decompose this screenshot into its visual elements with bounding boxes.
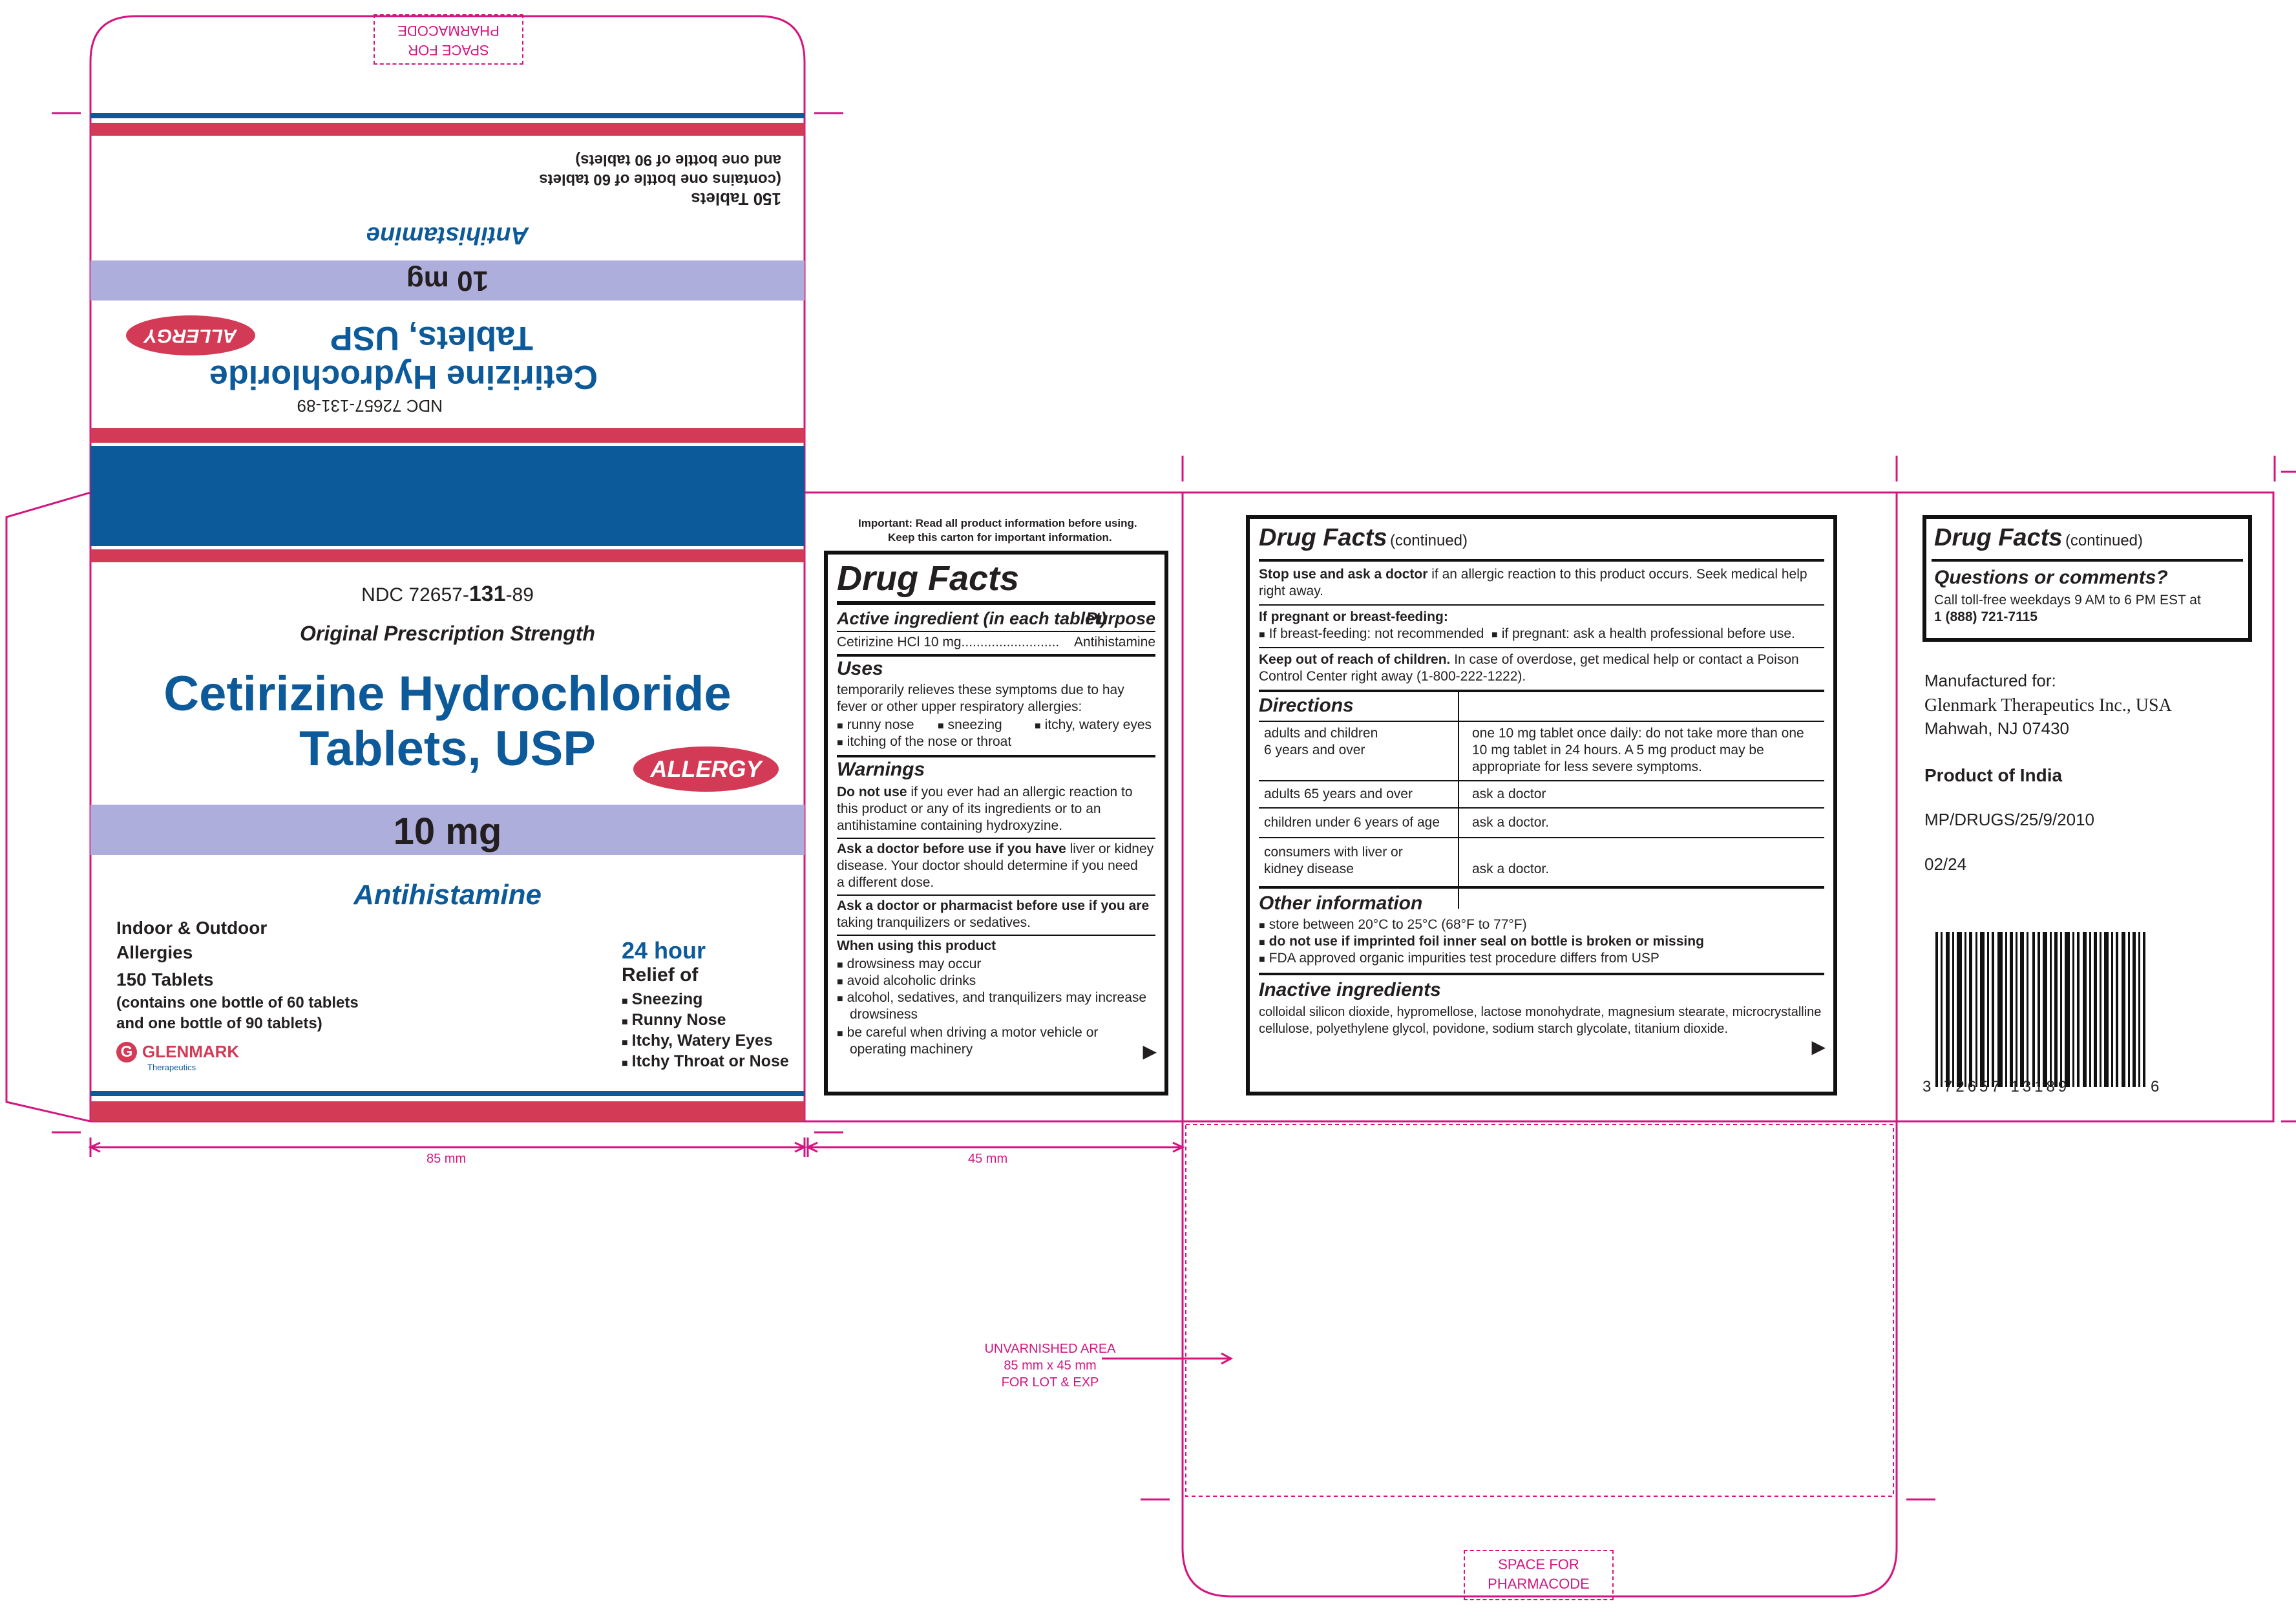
flap-count: 150 Tablets [691,189,781,209]
pharmacode-space-bottom [1464,1550,1614,1600]
stripe-red [90,428,805,441]
blue-band [90,446,805,546]
directions-what: one 10 mg tablet once daily: do not take more than one [1472,726,1804,741]
product-origin: Product of India [1924,765,2063,785]
flap-contains-2: and one bottle of 90 tablets) [575,151,781,169]
directions-what: ask a doctor. [1472,862,1550,876]
flap-title-line1: Cetirizine Hydrochloride [209,358,598,396]
drug-facts-title: Drug Facts [1934,524,2063,551]
dose-band [90,805,805,855]
flap-category: Antihistamine [366,222,529,249]
questions-heading: Questions or comments? [1934,567,2168,588]
purpose-row: Antihistamine [1073,635,1155,650]
product-title-line2: Tablets, USP [299,721,596,776]
pharmacode-space-text: SPACE FOR [1498,1556,1579,1572]
directions-who: adults 65 years and over [1264,787,1413,801]
pharmacode-space-text: PHARMACODE [397,23,500,39]
front-panel [90,562,805,1121]
continue-arrow-icon: ▶ [1811,1037,1826,1057]
barcode-digit-first: 3 [1922,1078,1932,1095]
relief-item: ■ Itchy, Watery Eyes [622,1032,773,1050]
allergy-badge: ALLERGY [633,746,779,792]
stripe-blue [90,1091,805,1096]
directions-who: adults and children [1264,726,1378,741]
stripe-red [90,123,805,136]
dimension-front: 85 mm [427,1152,467,1166]
inactive-heading: Inactive ingredients [1259,979,1441,1000]
flap-contains-1: (contains one bottle of 60 tablets [539,171,781,188]
product-title-line1: Cetirizine Hydrochloride [163,666,732,721]
indoor-line2: Allergies [116,942,193,962]
revision-date: 02/24 [1924,854,1967,874]
stripe-red [90,549,805,562]
relief-item: ■ Sneezing [622,990,702,1009]
drug-facts-questions-panel: Drug Facts (continued) Questions or comments? Call toll-free weekdays 9 AM to 6 PM EST at 1 (888) 721-7115 [1922,515,2252,642]
active-heading: Active ingredient (in each tablet) [837,609,1107,628]
front-ndc: NDC 72657-131-89 [361,582,534,606]
company-address: Mahwah, NJ 07430 [1924,719,2070,738]
pharmacode-space-text: SPACE FOR [408,42,489,58]
tablet-count: 150 Tablets [116,969,214,989]
drug-facts-continued-panel: Drug Facts (continued) Stop use and ask a doctor if an allergic reaction to this product occurs. Seek medical help right away. If pregnant or breast-feeding: ■ If breast-feeding: not recommended ■ if pregnant: ask a health professional before use. Keep out of reach of children. In case of overdose, get medical help or contact a Poison Control Center right away (1-800-222-1222). Directions adults and children 6 years and over one 10 mg tablet once daily: do not take more than one 10 mg tablet in 24 hours. A 5 mg product may be appropriate for less severe symptoms. adults 65 years and over ask a doctor children under 6 years of age ask a doctor. consumers with liver or kidney disease ask a doctor. Other information ■ store between 20°C to 25°C (68°F to 77°F) ■ do not use if imprinted foil inner seal on bottle is broken or missing ■ FDA approved organic impurities test procedure differs from USP Inactive ingredients colloidal silicon dioxide, hypromellose, lactose monohydrate, magnesium stearate, microcrystalline cellulose, polyethylene glycol, povidone, sodium starch glycolate, titanium dioxide. ▶ [1246,515,1837,1095]
important-line2: Keep this carton for important information. [888,531,1112,544]
active-row: Cetirizine HCl 10 mg.......................... [837,635,1060,650]
stripe-red [90,1101,805,1121]
drug-facts-panel: Drug Facts Active ingredient (in each tablet) Purpose Cetirizine HCl 10 mg.......................... Antihistamine Uses temporarily relieves these symptoms due to hay fever or other upper respiratory allergies: ■ runny nose ■ sneezing ■ itchy, watery eyes ■ itching of the nose or throat Warnings Do not use if you ever had an allergic reaction to this product or any of its ingredients or to an antihistamine containing hydroxyzine. Ask a doctor before use if you have liver or kidney disease. Your doctor should determine if you need a different dose. Ask a doctor or pharmacist before use if you are taking tranquilizers or sedatives. When using this product ■ drowsiness may occur ■ avoid alcoholic drinks ■ alcohol, sedatives, and tranquilizers may increase drowsiness ■ be careful when driving a motor vehicle or operating machinery ▶ [824,551,1168,1095]
purpose-heading: Purpose [1085,609,1155,628]
glenmark-logo-icon: G [116,1042,137,1063]
glenmark-logo: G GLENMARK Therapeutics [116,1041,246,1073]
company-name: Glenmark Therapeutics Inc., USA [1924,695,2172,715]
continue-arrow-icon: ▶ [1143,1041,1157,1061]
strength-line: Original Prescription Strength [300,622,595,645]
top-flap [90,113,805,443]
license-number: MP/DRUGS/25/9/2010 [1924,810,2095,829]
flap-dose: 10 mg [406,265,489,297]
unvarnished-label: UNVARNISHED AREA [984,1342,1116,1356]
directions-who: kidney disease [1264,862,1354,876]
unvarnished-label: 85 mm x 45 mm [1004,1359,1097,1373]
uses-heading: Uses [837,658,883,679]
warnings-heading: Warnings [837,759,925,780]
directions-divider [1458,692,1459,909]
dimension-side: 45 mm [968,1152,1008,1166]
relief-item: ■ Runny Nose [622,1011,726,1030]
indoor-line1: Indoor & Outdoor [116,918,268,938]
dose: 10 mg [393,810,502,852]
barcode-digit-last: 6 [2151,1078,2160,1095]
stripe-blue [90,113,805,118]
directions-what: 10 mg tablet in 24 hours. A 5 mg product may be [1472,743,1764,757]
directions-who: children under 6 years of age [1264,815,1440,830]
contains-line2: and one bottle of 90 tablets) [116,1015,322,1032]
relief-hours: 24 hour [622,937,706,964]
flap-title-line2: Tablets, USP [330,319,533,357]
flap-allergy-badge: ALLERGY [126,315,255,355]
barcode-digits-middle: 72657 13189 [1944,1078,2070,1095]
flap-dose-band [90,260,805,301]
contains-line1: (contains one bottle of 60 tablets [116,994,359,1011]
directions-who: 6 years and over [1264,743,1365,757]
relief-item: ■ Itchy Throat or Nose [622,1052,789,1071]
barcode [1935,932,2145,1087]
drug-facts-title: Drug Facts [837,559,1020,598]
directions-heading: Directions [1259,695,1354,716]
manufactured-for: Manufactured for: [1924,671,2056,690]
other-heading: Other information [1259,893,1423,914]
directions-what: appropriate for less severe symptoms. [1472,759,1702,774]
pharmacode-space-text: PHARMACODE [1488,1576,1590,1592]
flap-ndc: NDC 72657-131-89 [297,396,443,416]
unvarnished-label: FOR LOT & EXP [1001,1375,1099,1390]
category: Antihistamine [353,879,542,911]
directions-what: ask a doctor. [1472,815,1550,830]
relief-of: Relief of [622,964,699,986]
phone-number: 1 (888) 721-7115 [1934,609,2038,624]
directions-who: consumers with liver or [1264,845,1403,860]
directions-what: ask a doctor [1472,787,1546,801]
drug-facts-title: Drug Facts [1259,524,1387,551]
important-line1: Important: Read all product information before using. [858,517,1137,529]
pharmacode-space-top [374,14,523,65]
